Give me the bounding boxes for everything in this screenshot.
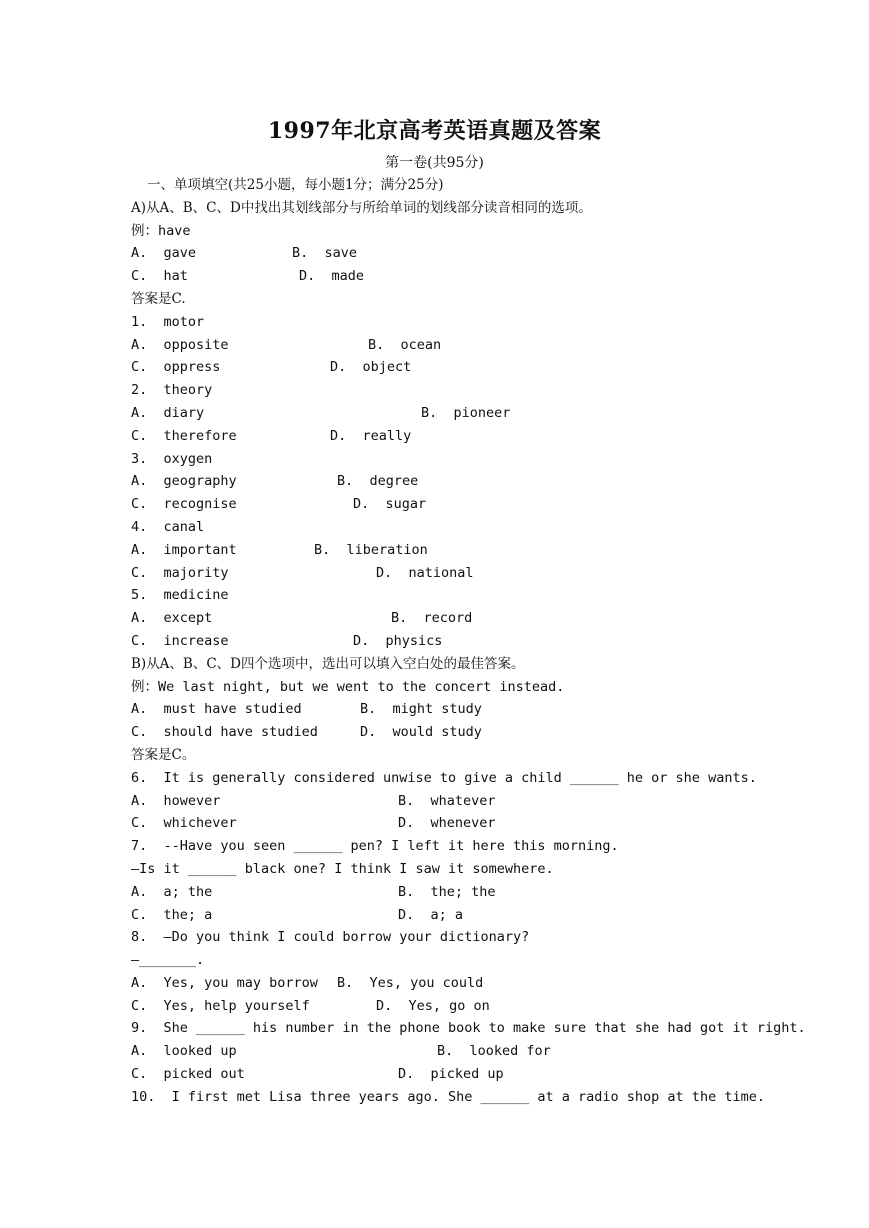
part-a-instruction: A)从A、B、C、D中找出其划线部分与所给单词的划线部分读音相同的选项。 — [131, 199, 592, 216]
question-1-options-cd — [131, 356, 771, 379]
question-8-options-cd — [131, 995, 771, 1018]
question-8-stem-2: —_______. — [131, 952, 205, 969]
question-3-options-ab — [131, 470, 771, 493]
question-8-options-ab — [131, 972, 771, 995]
option-d: D. sugar — [353, 496, 427, 513]
question-7-stem-2: —Is it ______ black one? I think I saw it somewhere. — [131, 860, 554, 877]
question-5-stem: 5. medicine — [131, 587, 229, 604]
option-b: B. might study — [360, 701, 482, 718]
option-c: C. hat — [131, 268, 188, 285]
question-7-stem: 7. --Have you seen ______ pen? I left it here this morning. — [131, 838, 619, 855]
option-d: D. would study — [360, 724, 482, 741]
question-5-options-cd — [131, 630, 771, 653]
question-8-stem: 8. —Do you think I could borrow your dictionary? — [131, 929, 530, 946]
option-c: C. majority — [131, 564, 229, 581]
option-b: B. save — [292, 245, 358, 262]
option-d: D. picked up — [398, 1066, 504, 1083]
option-d: D. physics — [353, 632, 443, 649]
option-a: A. looked up — [131, 1043, 237, 1060]
part-b-instruction: B)从A、B、C、D四个选项中，选出可以填入空白处的最佳答案。 — [131, 655, 525, 672]
example-b-answer: 答案是C。 — [131, 746, 196, 763]
option-b: B. the; the — [398, 883, 496, 900]
question-10-stem: 10. I first met Lisa three years ago. She ______ at a radio shop at the time. — [131, 1088, 765, 1105]
option-b: B. looked for — [437, 1043, 551, 1060]
option-d: D. really — [330, 427, 412, 444]
option-c: C. Yes, help yourself — [131, 997, 310, 1014]
option-a: A. must have studied — [131, 701, 302, 718]
option-b: B. degree — [337, 473, 419, 490]
question-3-options-cd — [131, 493, 771, 516]
question-9-options-cd — [131, 1063, 771, 1086]
example-a-prompt: 例：have — [131, 222, 191, 239]
question-1-options-ab — [131, 334, 771, 357]
option-a: A. Yes, you may borrow — [131, 974, 318, 991]
document-subtitle: 第一卷(共95分) — [385, 155, 484, 171]
option-d: D. whenever — [398, 815, 496, 832]
option-b: B. liberation — [314, 541, 428, 558]
question-7-options-ab — [131, 881, 771, 904]
document-title: 1997年北京高考英语真题及答案 — [267, 118, 602, 144]
option-d: D. Yes, go on — [376, 997, 490, 1014]
question-1-stem: 1. motor — [131, 313, 205, 330]
option-b: B. ocean — [368, 336, 442, 353]
question-2-options-ab — [131, 402, 771, 425]
option-d: D. object — [330, 359, 412, 376]
option-d: D. national — [376, 564, 474, 581]
question-6-stem: 6. It is generally considered unwise to give a child ______ he or she wants. — [131, 769, 757, 786]
option-b: B. pioneer — [421, 404, 511, 421]
question-2-stem: 2. theory — [131, 382, 213, 399]
question-2-options-cd — [131, 425, 771, 448]
example-b-options-cd — [131, 721, 771, 744]
option-a: A. except — [131, 610, 213, 627]
option-a: A. important — [131, 541, 237, 558]
option-a: A. gave — [131, 245, 197, 262]
exam-content — [131, 174, 806, 1109]
option-c: C. whichever — [131, 815, 237, 832]
option-c: C. oppress — [131, 359, 221, 376]
option-c: C. recognise — [131, 496, 237, 513]
option-a: A. geography — [131, 473, 237, 490]
option-c: C. increase — [131, 632, 229, 649]
question-5-options-ab — [131, 607, 771, 630]
option-d: D. made — [299, 268, 365, 285]
question-7-options-cd — [131, 904, 771, 927]
option-a: A. however — [131, 792, 221, 809]
example-b-prompt: 例：We last night, but we went to the concert instead. — [131, 678, 565, 695]
question-4-options-ab — [131, 539, 771, 562]
option-b: B. Yes, you could — [337, 974, 484, 991]
example-a-options-cd — [131, 265, 771, 288]
option-c: C. the; a — [131, 906, 213, 923]
option-c: C. therefore — [131, 427, 237, 444]
option-a: A. opposite — [131, 336, 229, 353]
question-3-stem: 3. oxygen — [131, 450, 213, 467]
question-4-options-cd — [131, 562, 771, 585]
example-b-options-ab — [131, 698, 771, 721]
option-a: A. diary — [131, 404, 205, 421]
option-c: C. should have studied — [131, 724, 318, 741]
option-b: B. record — [391, 610, 473, 627]
question-6-options-cd — [131, 812, 771, 835]
example-a-answer: 答案是C. — [131, 290, 186, 307]
question-9-stem: 9. She ______ his number in the phone book to make sure that she had got it right. — [131, 1020, 806, 1037]
example-a-options-ab — [131, 242, 771, 265]
option-b: B. whatever — [398, 792, 496, 809]
section-heading: 一、单项填空(共25小题，每小题1分；满分25分) — [147, 177, 444, 193]
option-d: D. a; a — [398, 906, 464, 923]
question-6-options-ab — [131, 790, 771, 813]
option-c: C. picked out — [131, 1066, 245, 1083]
option-a: A. a; the — [131, 883, 213, 900]
question-9-options-ab — [131, 1040, 771, 1063]
question-4-stem: 4. canal — [131, 518, 205, 535]
